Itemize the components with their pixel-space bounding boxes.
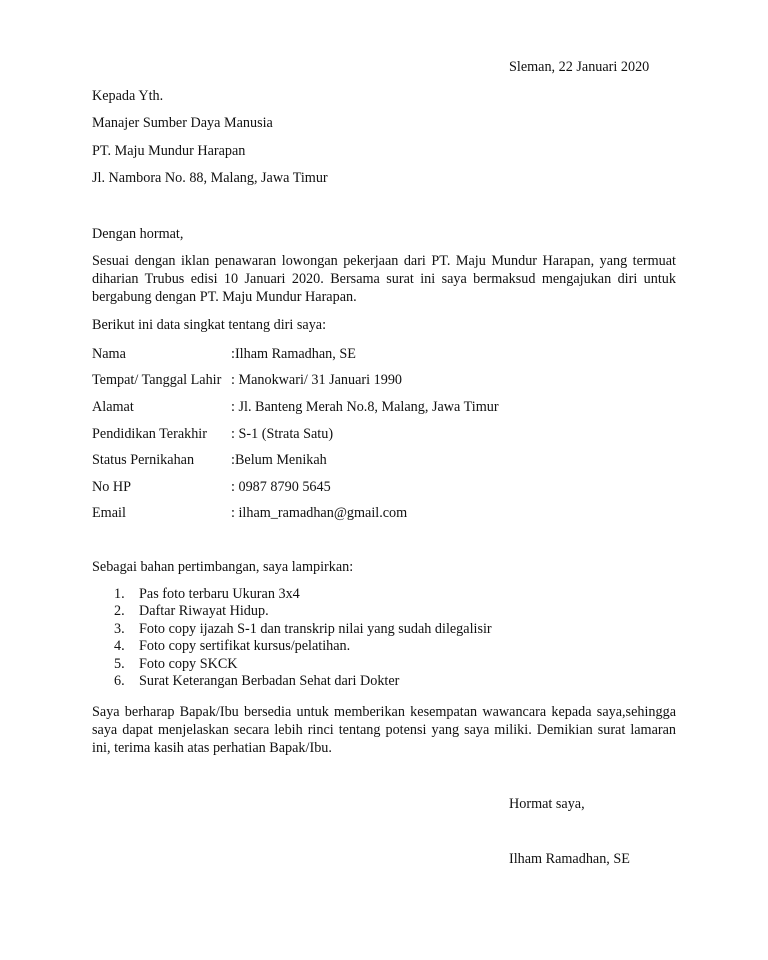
list-text: Pas foto terbaru Ukuran 3x4 xyxy=(139,586,300,602)
list-number: 4. xyxy=(114,638,125,655)
closing-paragraph: Saya berharap Bapak/Ibu bersedia untuk memberikan kesempatan wawancara kepada saya,sehingga saya dapat menjelaskan secara lebih rinci tentang potensi yang saya miliki. Demikian surat lamaran ini, terima kasih atas perhatian Bapak/Ibu. xyxy=(92,704,676,756)
data-row xyxy=(92,371,692,389)
data-label: No HP xyxy=(92,479,132,495)
list-number: 5. xyxy=(114,655,125,672)
list-number: 1. xyxy=(114,586,125,602)
data-value: : ilham_ramadhan@gmail.com xyxy=(231,505,408,521)
data-value: : Manokwari/ 31 Januari 1990 xyxy=(231,372,403,388)
data-row xyxy=(92,425,692,443)
data-label: Nama xyxy=(92,346,126,362)
date-line: Sleman, 22 Januari 2020 xyxy=(509,59,650,75)
data-value: : S-1 (Strata Satu) xyxy=(231,426,334,442)
salutation: Dengan hormat, xyxy=(92,226,184,242)
list-number: 2. xyxy=(114,603,125,620)
recipient-line: PT. Maju Mundur Harapan xyxy=(92,143,246,159)
signature-name: Ilham Ramadhan, SE xyxy=(509,851,630,867)
data-value: : Jl. Banteng Merah No.8, Malang, Jawa Timur xyxy=(231,399,499,415)
recipient-line: Kepada Yth. xyxy=(92,88,164,104)
data-label: Alamat xyxy=(92,399,134,415)
data-value: : 0987 8790 5645 xyxy=(231,479,331,495)
data-row xyxy=(92,345,692,363)
list-text: Daftar Riwayat Hidup. xyxy=(139,603,269,620)
data-label: Status Pernikahan xyxy=(92,452,195,468)
attachments-intro: Sebagai bahan pertimbangan, saya lampirkan: xyxy=(92,559,354,575)
list-text: Surat Keterangan Berbadan Sehat dari Dokter xyxy=(139,672,400,689)
data-label: Tempat/ Tanggal Lahir xyxy=(92,372,222,388)
data-row xyxy=(92,398,692,416)
data-value: :Belum Menikah xyxy=(231,452,327,468)
sign-off: Hormat saya, xyxy=(509,796,585,812)
data-label: Pendidikan Terakhir xyxy=(92,426,207,442)
list-text: Foto copy sertifikat kursus/pelatihan. xyxy=(139,638,351,655)
opening-paragraph: Sesuai dengan iklan penawaran lowongan pekerjaan dari PT. Maju Mundur Harapan, yang termuat diharian Trubus edisi 10 Januari 2020. Bersama surat ini saya bermaksud mengajukan diri untuk bergabung dengan PT. Maju Mundur Harapan. xyxy=(92,253,676,305)
list-text: Foto copy SKCK xyxy=(139,655,238,672)
list-number: 6. xyxy=(114,672,125,689)
recipient-line: Jl. Nambora No. 88, Malang, Jawa Timur xyxy=(92,170,328,186)
data-row xyxy=(92,504,692,522)
data-row xyxy=(92,478,692,496)
list-number: 3. xyxy=(114,620,125,637)
list-text: Foto copy ijazah S-1 dan transkrip nilai yang sudah dilegalisir xyxy=(139,620,492,637)
data-intro: Berikut ini data singkat tentang diri saya: xyxy=(92,317,327,333)
data-value: :Ilham Ramadhan, SE xyxy=(231,346,356,362)
recipient-line: Manajer Sumber Daya Manusia xyxy=(92,115,273,131)
data-label: Email xyxy=(92,505,126,521)
data-row xyxy=(92,451,692,469)
